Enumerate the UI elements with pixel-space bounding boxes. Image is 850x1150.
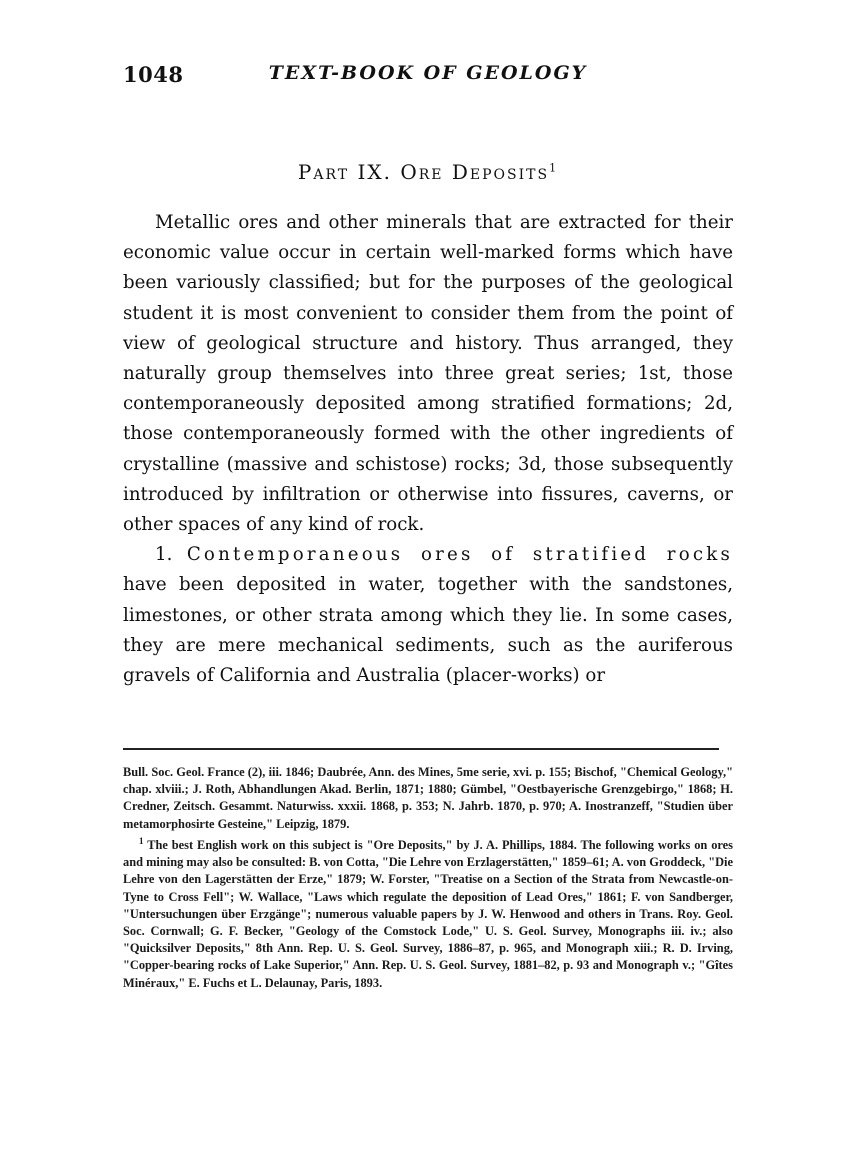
section-heading-text: Part IX. Ore Deposits <box>297 160 550 184</box>
footnote-divider <box>123 748 719 750</box>
page-number: 1048 <box>123 62 184 87</box>
paragraph <box>123 540 733 691</box>
footnote-reference: 1 <box>549 161 559 175</box>
section-heading <box>123 160 733 184</box>
footnote-text: The best English work on this subject is "Ore Deposits," by J. A. Phillips, 1884. The following works on ores and mining may also be consulted: B. von Cotta, "Die Lehre von Erzlagerstätten," 1859–61; A. von Groddeck, "Die Lehre von den Lagerstätten der Erze," 1879; W. Forster, "Treatise on a Section of the Strata from Newcastle-on-Tyne to Cross Fell"; W. Wallace, "Laws which regulate the deposition of Lead Ores," 1861; F. von Sandberger, "Untersuchungen über Erzgänge"; numerous valuable papers by J. W. Henwood and others in Trans. Roy. Geol. Soc. Cornwall; G. F. Becker, "Geology of the Comstock Lode," U. S. Geol. Survey, Monographs iii. iv.; also "Quicksilver Deposits," 8th Ann. Rep. U. S. Geol. Survey, 1886–87, p. 965, and Monograph xiii.; R. D. Irving, "Copper-bearing rocks of Lake Superior," Ann. Rep. U. S. Geol. Survey, 1881–82, p. 93 and Monograph v.; "Gîtes Minéraux," E. Fuchs et L. Delaunay, Paris, 1893. <box>123 837 733 990</box>
paragraph-number: 1. <box>155 544 173 566</box>
body-text <box>123 208 733 691</box>
footnote-mark: 1 <box>139 835 144 846</box>
footnote-continued: Bull. Soc. Geol. France (2), iii. 1846; Daubrée, Ann. des Mines, 5me serie, xvi. p. 155; Bischof, "Chemical Geology," chap. xlviii.; J. Roth, Abhandlungen Akad. Berlin, 1871; 1880; Gümbel, "Oestbayerische Grenzgebirgo," 1868; H. Credner, Zeitsch. Gesammt. Naturwiss. xxxii. 1868, p. 353; N. Jahrb. 1870, p. 970; A. Inostranzeff, "Studien über metamorphosirte Gesteine," Leipzig, 1879. <box>123 765 733 831</box>
footnotes <box>123 764 733 992</box>
footnote <box>123 833 733 992</box>
page-header <box>123 62 733 92</box>
paragraph: Metallic ores and other minerals that are extracted for their economic value occur in certain well-marked forms which have been variously classified; but for the purposes of the geological student it is most convenient to consider them from the point of view of geological structure and history. Thus arranged, they naturally group themselves into three great series; 1st, those contemporaneously deposited among stratified formations; 2d, those contemporaneously formed with the other ingredients of crystalline (massive and schistose) rocks; 3d, those subsequently introduced by infiltration or otherwise into fissures, caverns, or other spaces of any kind of rock. <box>123 212 733 536</box>
paragraph-text: have been deposited in water, together with the sandstones, limestones, or other strata among which they lie. In some cases, they are mere mechanical sediments, such as the auriferous gravels of California and Australia (placer-works) or <box>123 574 733 687</box>
running-title: TEXT-BOOK OF GEOLOGY <box>268 62 588 84</box>
paragraph-heading: Contemporaneous ores of stratified rocks <box>186 544 733 566</box>
